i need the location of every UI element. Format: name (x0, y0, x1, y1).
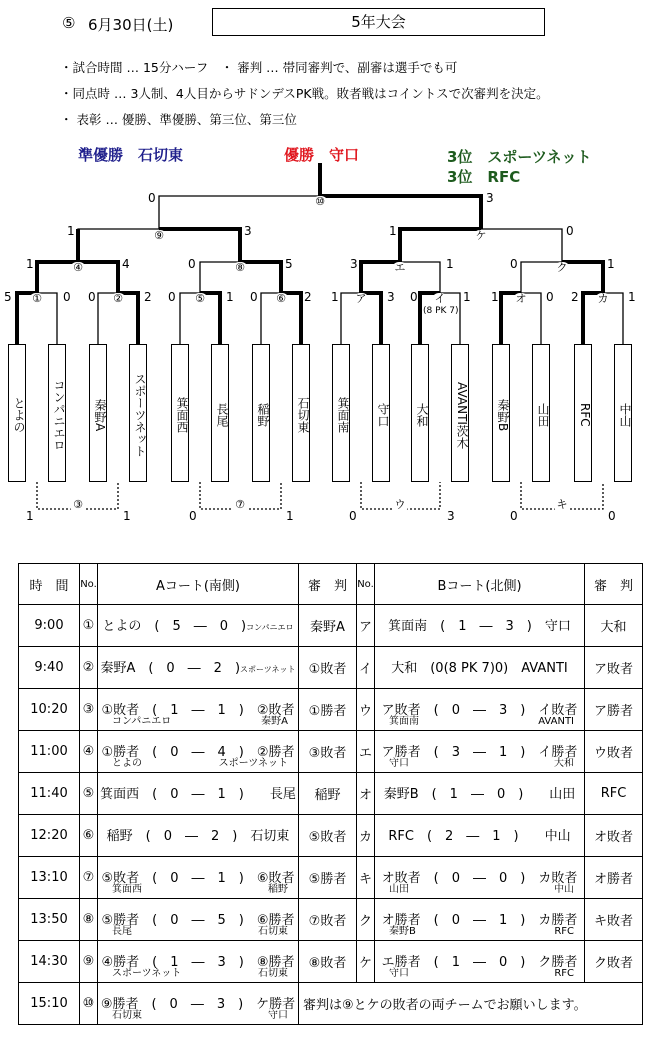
winner-label: 優勝 守口 (284, 146, 360, 164)
b-ref-cell: RFC (585, 773, 643, 815)
b-ref-cell: オ敗者 (585, 815, 643, 857)
b-sub-right: 中山 (554, 884, 574, 895)
match-node: ④ (70, 262, 86, 276)
score: 0 (566, 224, 574, 238)
a-match-text: ④勝者 ( 1 ― 3 ) ⑧勝者 (101, 955, 295, 970)
header-no-b: No. (357, 564, 375, 605)
b-match-text: エ勝者 ( 1 ― 0 ) ク勝者 (381, 955, 578, 970)
table-row (19, 689, 643, 731)
rule-line-1: ・試合時間 … 15分ハーフ ・ 審判 … 帯同審判で、副審は選手でも可 (60, 60, 458, 75)
b-no-cell: カ (357, 815, 375, 857)
score: 0 (608, 509, 616, 523)
a-sub-left: スポーツネット (112, 968, 182, 979)
match-node: エ (392, 262, 408, 276)
a-no-cell: ① (80, 605, 98, 647)
time-cell: 12:20 (19, 815, 80, 857)
score: 1 (26, 257, 34, 271)
b-match-cell (375, 773, 585, 815)
a-sub-left: 石切東 (112, 1010, 142, 1021)
a-no-cell: ⑧ (80, 899, 98, 941)
team-box: 箕面南 (332, 344, 350, 482)
score: 4 (122, 257, 130, 271)
match-node: ⑤ (192, 293, 208, 307)
score: 1 (286, 509, 294, 523)
b-sub-right: RFC (554, 926, 574, 937)
team-box: 中山 (614, 344, 632, 482)
b-ref-cell: 大和 (585, 605, 643, 647)
a-match-right: コンパニエロ (246, 623, 294, 632)
team-box: スポーツネット (129, 344, 147, 482)
a-match-text: 箕面西 ( 0 ― 1 ) 長尾 (100, 787, 296, 802)
a-sub-left: 長尾 (112, 926, 132, 937)
b-sub-right: RFC (554, 968, 574, 979)
match-node: カ (595, 293, 611, 307)
team-box: 稲野 (252, 344, 270, 482)
table-header-row (19, 564, 643, 605)
b-no-cell: ア (357, 605, 375, 647)
header-ref-b: 審 判 (585, 564, 643, 605)
score: 1 (389, 224, 397, 238)
time-cell: 13:10 (19, 857, 80, 899)
time-cell: 11:00 (19, 731, 80, 773)
table-row (19, 983, 643, 1025)
b-match-cell (375, 689, 585, 731)
match-node: ② (110, 293, 126, 307)
score: 0 (546, 290, 554, 304)
b-match-text: 秦野B ( 1 ― 0 ) 山田 (383, 787, 576, 802)
a-ref-cell: ③敗者 (299, 731, 357, 773)
b-match-text: オ敗者 ( 0 ― 0 ) カ敗者 (381, 871, 578, 886)
third-place-label-2: 3位 RFC (447, 168, 521, 186)
a-match-cell (98, 815, 299, 857)
a-ref-cell: ⑤敗者 (299, 815, 357, 857)
score: 0 (148, 191, 156, 205)
b-no-cell: ク (357, 899, 375, 941)
a-match-cell (98, 941, 299, 983)
score: 3 (244, 224, 252, 238)
score: 0 (510, 509, 518, 523)
score: 2 (144, 290, 152, 304)
score: 2 (304, 290, 312, 304)
a-sub-right: スポーツネット (218, 758, 288, 769)
rule-line-2: ・同点時 … 3人制、4人目からサドンデスPK戦。敗者戦はコイントスで次審判を決定。 (60, 86, 549, 101)
team-box: 山田 (532, 344, 550, 482)
pk-note: (8 PK 7) (423, 306, 459, 316)
a-ref-cell: ⑦敗者 (299, 899, 357, 941)
table-row (19, 815, 643, 857)
a-no-cell: ⑨ (80, 941, 98, 983)
b-match-text: 大和 (0(8 PK 7)0) AVANTI (391, 661, 568, 676)
score: 0 (410, 290, 418, 304)
match-node: ⑦ (232, 499, 248, 513)
third-place-label-1: 3位 スポーツネット (447, 148, 592, 166)
b-ref-cell: ア敗者 (585, 647, 643, 689)
score: 5 (4, 290, 12, 304)
score: 1 (491, 290, 499, 304)
team-box: 長尾 (211, 344, 229, 482)
header-court-a: Aコート(南側) (98, 564, 299, 605)
a-no-cell: ⑤ (80, 773, 98, 815)
header-no: No. (80, 564, 98, 605)
match-node: ア (353, 293, 369, 307)
b-ref-cell: ア勝者 (585, 689, 643, 731)
a-match-cell (98, 899, 299, 941)
score: 3 (447, 509, 455, 523)
match-node: ⑥ (273, 293, 289, 307)
b-no-cell: ウ (357, 689, 375, 731)
b-sub-left: 山田 (389, 884, 409, 895)
b-match-cell (375, 857, 585, 899)
score: 3 (486, 191, 494, 205)
match-node: ⑨ (151, 230, 167, 244)
b-match-cell (375, 731, 585, 773)
score: 0 (88, 290, 96, 304)
time-cell: 10:20 (19, 689, 80, 731)
match-node: ⑧ (232, 262, 248, 276)
team-box: 秦野B (492, 344, 510, 482)
rule-line-3: ・ 表彰 … 優勝、準優勝、第三位、第三位 (60, 112, 297, 127)
score: 0 (349, 509, 357, 523)
score: 2 (571, 290, 579, 304)
time-cell: 11:40 (19, 773, 80, 815)
a-ref-cell: ⑧敗者 (299, 941, 357, 983)
a-ref-cell: 稲野 (299, 773, 357, 815)
score: 1 (331, 290, 339, 304)
event-date: 6月30日(土) (88, 16, 174, 34)
team-box: AVANTI茨木 (451, 344, 469, 482)
team-box: コンパニエロ (48, 344, 66, 482)
score: 1 (446, 257, 454, 271)
b-match-cell (375, 815, 585, 857)
a-match-cell (98, 689, 299, 731)
b-no-cell: エ (357, 731, 375, 773)
table-row (19, 941, 643, 983)
match-node: ③ (70, 499, 86, 513)
b-ref-cell: キ敗者 (585, 899, 643, 941)
match-node: ク (554, 262, 570, 276)
a-match-text: とよの ( 5 ― 0 ) (102, 619, 247, 634)
b-match-cell (375, 899, 585, 941)
table-row (19, 731, 643, 773)
b-ref-cell: ウ敗者 (585, 731, 643, 773)
a-match-right: スポーツネット (240, 665, 296, 674)
score: 1 (463, 290, 471, 304)
a-match-cell (98, 647, 299, 689)
b-sub-left: 守口 (389, 968, 409, 979)
a-no-cell: ⑦ (80, 857, 98, 899)
b-match-text: オ勝者 ( 0 ― 1 ) カ勝者 (381, 913, 578, 928)
match-node: ⑩ (312, 196, 328, 210)
time-cell: 9:00 (19, 605, 80, 647)
a-no-cell: ③ (80, 689, 98, 731)
table-row (19, 857, 643, 899)
score: 0 (250, 290, 258, 304)
score: 1 (226, 290, 234, 304)
b-sub-right: 大和 (554, 758, 574, 769)
a-sub-right: 石切東 (258, 926, 288, 937)
a-match-cell (98, 983, 299, 1025)
team-box: 石切東 (292, 344, 310, 482)
score: 0 (63, 290, 71, 304)
b-sub-left: 守口 (389, 758, 409, 769)
match-node: ① (29, 293, 45, 307)
a-sub-right: 守口 (268, 1010, 288, 1021)
a-match-text: ①勝者 ( 0 ― 4 ) ②勝者 (101, 745, 295, 760)
b-ref-cell: ク敗者 (585, 941, 643, 983)
a-match-cell (98, 773, 299, 815)
score: 0 (168, 290, 176, 304)
a-sub-right: 稲野 (268, 884, 288, 895)
team-box: 秦野A (89, 344, 107, 482)
note-cell: 審判は⑨とケの敗者の両チームでお願いします。 (299, 983, 643, 1025)
table-row (19, 605, 643, 647)
b-match-cell (375, 605, 585, 647)
score: 5 (285, 257, 293, 271)
time-cell: 13:50 (19, 899, 80, 941)
a-ref-cell: ①敗者 (299, 647, 357, 689)
b-no-cell: キ (357, 857, 375, 899)
a-sub-left: コンパニエロ (112, 716, 172, 727)
score: 1 (123, 509, 131, 523)
b-no-cell: イ (357, 647, 375, 689)
b-match-text: ア勝者 ( 3 ― 1 ) イ勝者 (381, 745, 578, 760)
a-no-cell: ② (80, 647, 98, 689)
a-ref-cell: 秦野A (299, 605, 357, 647)
score: 0 (188, 257, 196, 271)
team-box: RFC (574, 344, 592, 482)
score: 3 (387, 290, 395, 304)
b-sub-right: AVANTI (538, 716, 574, 727)
score: 3 (350, 257, 358, 271)
a-match-cell (98, 731, 299, 773)
match-node: キ (554, 499, 570, 513)
b-match-text: ア敗者 ( 0 ― 3 ) イ敗者 (381, 703, 578, 718)
score: 0 (189, 509, 197, 523)
a-match-text: 秦野A ( 0 ― 2 ) (100, 661, 241, 676)
b-no-cell: オ (357, 773, 375, 815)
match-node: オ (513, 293, 529, 307)
b-sub-left: 箕面南 (389, 716, 419, 727)
score: 1 (607, 257, 615, 271)
a-match-text: ①敗者 ( 1 ― 1 ) ②敗者 (101, 703, 295, 718)
table-row (19, 899, 643, 941)
time-cell: 14:30 (19, 941, 80, 983)
a-no-cell: ④ (80, 731, 98, 773)
team-box: 守口 (372, 344, 390, 482)
match-node: ウ (392, 499, 408, 513)
a-match-text: 稲野 ( 0 ― 2 ) 石切東 (106, 829, 290, 844)
runner-up-label: 準優勝 石切東 (78, 146, 184, 164)
match-node: ケ (473, 230, 489, 244)
team-box: とよの (8, 344, 26, 482)
header-ref-a: 審 判 (299, 564, 357, 605)
time-cell: 9:40 (19, 647, 80, 689)
event-number: ⑤ (62, 14, 76, 32)
match-node: イ (432, 293, 448, 307)
b-match-cell (375, 647, 585, 689)
a-sub-left: 箕面西 (112, 884, 142, 895)
a-sub-left: とよの (112, 758, 142, 769)
table-row (19, 773, 643, 815)
b-match-text: 箕面南 ( 1 ― 3 ) 守口 (388, 619, 571, 634)
b-match-cell (375, 941, 585, 983)
a-match-text: ⑤敗者 ( 0 ― 1 ) ⑥敗者 (101, 871, 295, 886)
b-sub-left: 秦野B (389, 926, 416, 937)
score: 1 (26, 509, 34, 523)
a-sub-right: 石切東 (258, 968, 288, 979)
a-match-text: ⑨勝者 ( 0 ― 3 ) ケ勝者 (100, 997, 296, 1012)
b-no-cell: ケ (357, 941, 375, 983)
score: 0 (510, 257, 518, 271)
a-match-cell (98, 605, 299, 647)
a-ref-cell: ⑤勝者 (299, 857, 357, 899)
a-no-cell: ⑩ (80, 983, 98, 1025)
b-ref-cell: オ勝者 (585, 857, 643, 899)
header-court-b: Bコート(北側) (375, 564, 585, 605)
time-cell: 15:10 (19, 983, 80, 1025)
a-ref-cell: ①勝者 (299, 689, 357, 731)
table-row (19, 647, 643, 689)
score: 1 (67, 224, 75, 238)
a-match-text: ⑤勝者 ( 0 ― 5 ) ⑥勝者 (101, 913, 295, 928)
a-no-cell: ⑥ (80, 815, 98, 857)
score: 1 (628, 290, 636, 304)
team-box: 箕面西 (171, 344, 189, 482)
b-match-text: RFC ( 2 ― 1 ) 中山 (388, 829, 571, 844)
header-time: 時 間 (19, 564, 80, 605)
a-sub-right: 秦野A (261, 716, 288, 727)
event-title-box: 5年大会 (212, 8, 545, 36)
team-box: 大和 (411, 344, 429, 482)
a-match-cell (98, 857, 299, 899)
schedule-table (18, 563, 643, 1025)
